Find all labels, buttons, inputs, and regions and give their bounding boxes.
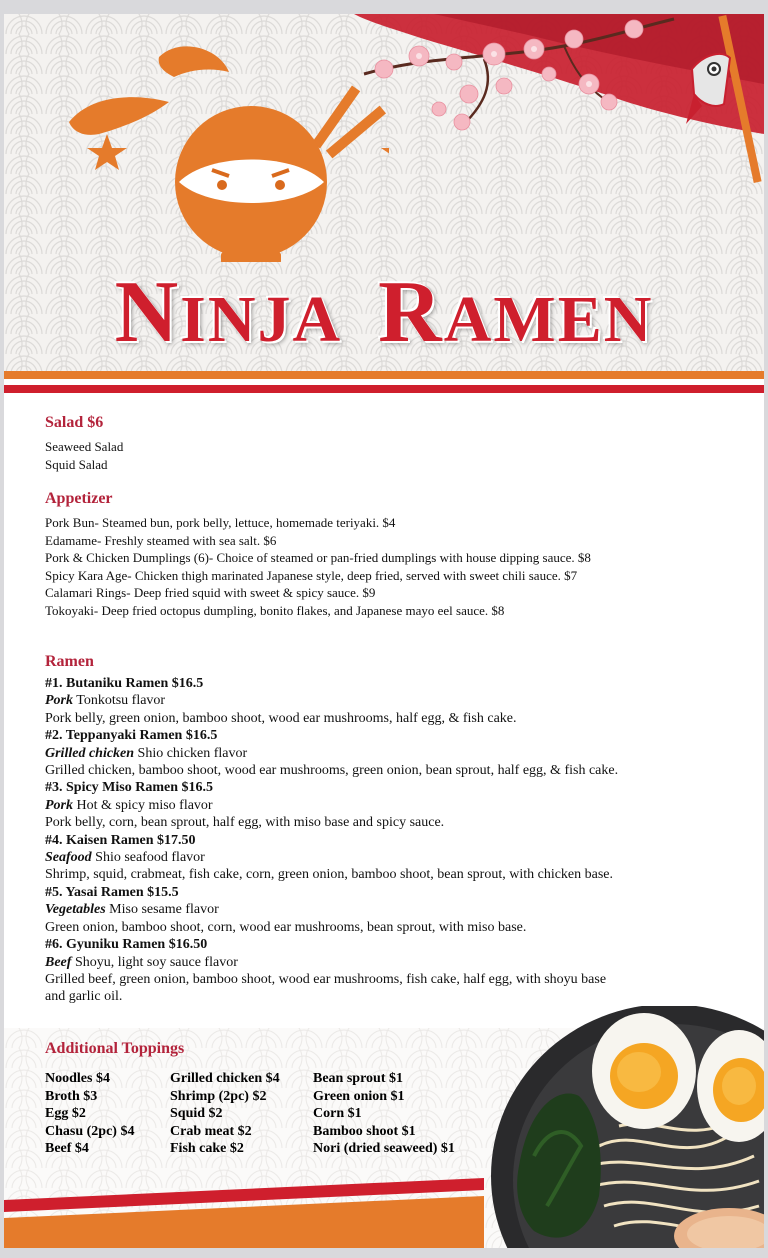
- ramen-desc: and garlic oil.: [45, 989, 123, 1005]
- list-item: Calamari Rings- Deep fried squid with sweet & spicy sauce. $9: [45, 585, 376, 600]
- toppings-title: Additional Toppings: [45, 1040, 185, 1057]
- appetizer-section: [45, 490, 725, 619]
- list-item: Bamboo shoot $1: [313, 1123, 416, 1139]
- list-item: Shrimp (2pc) $2: [170, 1088, 267, 1104]
- ninja-logo-icon: [69, 42, 389, 262]
- ramen-desc: Pork belly, corn, bean sprout, half egg, with miso base and spicy sauce.: [45, 815, 445, 831]
- toppings-column-2: [170, 1070, 280, 1158]
- list-item: Spicy Kara Age- Chicken thigh marinated Japanese style, deep fried, served with sweet chili sauce. $7: [45, 567, 578, 583]
- brand-first-initial: N: [114, 264, 181, 361]
- list-item: Broth $3: [45, 1088, 98, 1104]
- ramen-name: #1. Butaniku Ramen $16.5: [45, 676, 204, 691]
- list-item: Noodles $4: [45, 1071, 110, 1086]
- list-item: Beef $4: [45, 1141, 89, 1156]
- ramen-name: #2. Teppanyaki Ramen $16.5: [45, 728, 218, 744]
- brand-first-rest: INJA: [180, 283, 343, 356]
- ramen-bowl-icon: [489, 1006, 764, 1248]
- header-divider: [4, 371, 764, 393]
- list-item: Chasu (2pc) $4: [45, 1123, 135, 1139]
- ramen-protein: Grilled chicken: [45, 745, 135, 761]
- list-item: Grilled chicken $4: [170, 1071, 280, 1086]
- list-item: Bean sprout $1: [313, 1071, 403, 1086]
- ramen-flavor: Shio seafood flavor: [91, 850, 205, 866]
- list-item: Fish cake $2: [170, 1141, 244, 1156]
- menu-page: [4, 14, 764, 1248]
- ramen-desc: Grilled chicken, bamboo shoot, wood ear mushrooms, green onion, bean sprout, half egg, & fish cake.: [45, 763, 619, 779]
- ramen-name: #5. Yasai Ramen $15.5: [45, 884, 179, 900]
- menu-content: [45, 414, 725, 1006]
- ramen-desc: Green onion, bamboo shoot, corn, wood ear mushrooms, bean sprout, with miso base.: [45, 919, 527, 935]
- ramen-flavor: Hot & spicy miso flavor: [73, 797, 213, 813]
- list-item: Corn $1: [313, 1106, 362, 1121]
- toppings-section: [45, 1040, 455, 1156]
- ramen-desc: Grilled beef, green onion, bamboo shoot, wood ear mushrooms, fish cake, half egg, with shoyu base: [45, 971, 607, 987]
- brand-second-rest: AMEN: [443, 283, 654, 356]
- list-item: Pork & Chicken Dumplings (6)- Choice of steamed or pan-fried dumplings with house dipping sauce. $8: [45, 550, 591, 565]
- salad-title: Salad $6: [45, 414, 104, 431]
- ramen-title: Ramen: [45, 653, 94, 670]
- toppings-column-1: [45, 1070, 134, 1158]
- brand-second-initial: R: [378, 264, 444, 361]
- toppings-column-3: [313, 1070, 455, 1158]
- list-item: Squid Salad: [45, 456, 108, 472]
- list-item: Tokoyaki- Deep fried octopus dumpling, bonito flakes, and Japanese mayo eel sauce. $8: [45, 602, 505, 618]
- ramen-desc: Shrimp, squid, crabmeat, fish cake, corn, green onion, bamboo shoot, bean sprout, with chicken base.: [45, 867, 614, 883]
- ramen-desc: Pork belly, green onion, bamboo shoot, wood ear mushrooms, half egg, & fish cake.: [45, 710, 517, 726]
- list-item: Edamame- Freshly steamed with sea salt. $6: [45, 532, 277, 548]
- koinobori-fish-icon: [684, 14, 764, 194]
- list-item: Pork Bun- Steamed bun, pork belly, lettuce, homemade teriyaki. $4: [45, 515, 396, 530]
- ramen-name: #3. Spicy Miso Ramen $16.5: [45, 780, 213, 796]
- list-item: Nori (dried seaweed) $1: [313, 1141, 455, 1156]
- list-item: Squid $2: [170, 1106, 223, 1121]
- ramen-name: #4. Kaisen Ramen $17.50: [45, 832, 196, 848]
- list-item: Crab meat $2: [170, 1123, 252, 1139]
- list-item: Seaweed Salad: [45, 439, 124, 454]
- salad-section: [45, 414, 725, 473]
- restaurant-name: [4, 262, 764, 363]
- ramen-flavor: Shio chicken flavor: [134, 745, 248, 761]
- list-item: Green onion $1: [313, 1088, 405, 1104]
- ramen-flavor: Miso sesame flavor: [105, 902, 219, 918]
- appetizer-title: Appetizer: [45, 490, 113, 507]
- ramen-protein: Pork: [45, 693, 73, 709]
- ramen-protein: Vegetables: [45, 902, 106, 918]
- ramen-flavor: Tonkotsu flavor: [73, 693, 166, 709]
- ramen-protein: Beef: [45, 954, 72, 970]
- ramen-protein: Seafood: [45, 850, 92, 866]
- list-item: Egg $2: [45, 1106, 86, 1121]
- ramen-section: [45, 653, 725, 1006]
- menu-header: [4, 14, 764, 379]
- ramen-name: #6. Gyuniku Ramen $16.50: [45, 937, 208, 953]
- ramen-flavor: Shoyu, light soy sauce flavor: [71, 954, 238, 970]
- ramen-protein: Pork: [45, 797, 73, 813]
